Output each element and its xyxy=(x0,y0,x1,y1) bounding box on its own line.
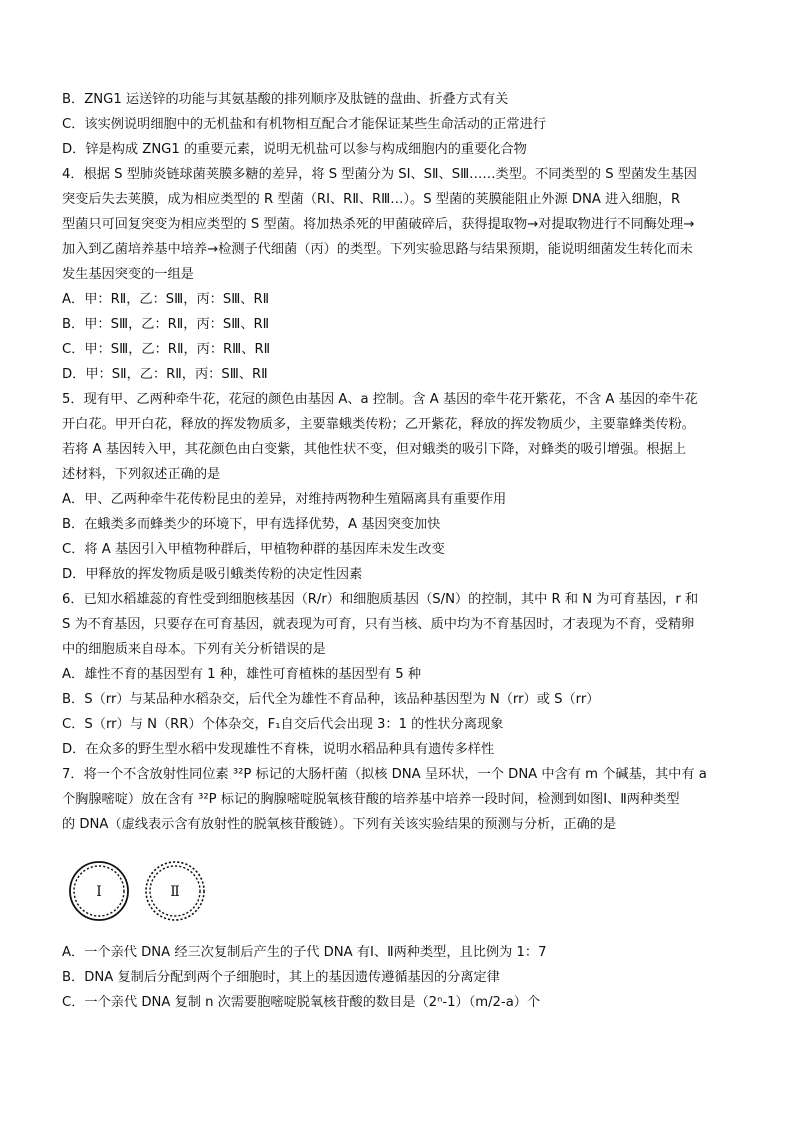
option-6d: D．在众多的野生型水稻中发现雄性不育株，说明水稻品种具有遗传多样性 xyxy=(62,742,495,757)
dna-figure xyxy=(68,858,218,932)
option-3c: C．该实例说明细胞中的无机盐和有机物相互配合才能保证某些生命活动的正常进行 xyxy=(62,117,546,132)
question-4-line-4: 加入到乙菌培养基中培养→检测子代细菌（丙）的类型。下列实验思路与结果预期，能说明细菌发生转化而未 xyxy=(62,242,693,257)
question-5-line-1: 5．现有甲、乙两种牵牛花，花冠的颜色由基因 A、a 控制。含 A 基因的牵牛花开紫花，不含 A 基因的牵牛花 xyxy=(62,392,698,407)
option-3b: B．ZNG1 运送锌的功能与其氨基酸的排列顺序及肽链的盘曲、折叠方式有关 xyxy=(62,92,509,107)
question-7-line-3: 的 DNA（虚线表示含有放射性的脱氧核苷酸链）。下列有关该实验结果的预测与分析，正确的是 xyxy=(62,817,617,832)
question-6-line-1: 6．已知水稻雄蕊的育性受到细胞核基因（R/r）和细胞质基因（S/N）的控制，其中 R 和 N 为可育基因，r 和 xyxy=(62,592,699,607)
option-4d: D．甲：SⅡ，乙：RⅡ，丙：SⅢ、RⅡ xyxy=(62,367,268,382)
option-6a: A．雄性不育的基因型有 1 种，雄性可育植株的基因型有 5 种 xyxy=(62,667,422,682)
option-5a: A．甲、乙两种牵牛花传粉昆虫的差异，对维持两物种生殖隔离具有重要作用 xyxy=(62,492,507,507)
dna-1-label: Ⅰ xyxy=(96,884,102,900)
question-6-line-3: 中的细胞质来自母本。下列有关分析错误的是 xyxy=(62,642,326,657)
question-4-line-3: 型菌只可回复突变为相应类型的 S 型菌。将加热杀死的甲菌破碎后，获得提取物→对提取物进行不同酶处理→ xyxy=(62,217,695,232)
dna-circles-diagram xyxy=(68,858,218,928)
question-6-line-2: S 为不育基因，只要存在可育基因，就表现为可育，只有当核、质中均为不育基因时，才表现为不育，受精卵 xyxy=(62,617,695,632)
dna-2-label: Ⅱ xyxy=(170,884,180,900)
question-5-line-3: 若将 A 基因转入甲，其花颜色由白变紫，其他性状不变，但对蛾类的吸引下降，对蜂类的吸引增强。根据上 xyxy=(62,442,687,457)
option-4a: A．甲：RⅡ，乙：SⅢ，丙：SⅢ、RⅡ xyxy=(62,292,270,307)
option-5c: C．将 A 基因引入甲植物种群后，甲植物种群的基因库未发生改变 xyxy=(62,542,445,557)
option-6c: C．S（rr）与 N（RR）个体杂交，F₁自交后代会出现 3：1 的性状分离现象 xyxy=(62,717,504,732)
option-5d: D．甲释放的挥发物质是吸引蛾类传粉的决定性因素 xyxy=(62,567,363,582)
option-4c: C．甲：SⅢ，乙：RⅡ，丙：RⅢ、RⅡ xyxy=(62,342,271,357)
question-5-line-2: 开白花。甲开白花，释放的挥发物质多，主要靠蛾类传粉；乙开紫花，释放的挥发物质少，主要靠蜂类传粉。 xyxy=(62,417,695,432)
question-4-line-2: 突变后失去荚膜，成为相应类型的 R 型菌（RⅠ、RⅡ、RⅢ…）。S 型菌的荚膜能阻止外源 DNA 进入细胞，R xyxy=(62,192,681,207)
option-3d: D．锌是构成 ZNG1 的重要元素，说明无机盐可以参与构成细胞内的重要化合物 xyxy=(62,142,527,157)
question-5-line-4: 述材料，下列叙述正确的是 xyxy=(62,467,221,482)
option-6b: B．S（rr）与某品种水稻杂交，后代全为雄性不育品种，该品种基因型为 N（rr）或 S（rr） xyxy=(62,692,600,707)
option-7a: A．一个亲代 DNA 经三次复制后产生的子代 DNA 有Ⅰ、Ⅱ两种类型，且比例为 1：7 xyxy=(62,945,547,960)
option-4b: B．甲：SⅢ，乙：RⅡ，丙：SⅢ、RⅡ xyxy=(62,317,270,332)
question-4-line-1: 4．根据 S 型肺炎链球菌荚膜多糖的差异，将 S 型菌分为 SⅠ、SⅡ、SⅢ……类型。不同类型的 S 型菌发生基因 xyxy=(62,167,697,182)
option-7b: B．DNA 复制后分配到两个子细胞时，其上的基因遗传遵循基因的分离定律 xyxy=(62,970,500,985)
question-7-line-1: 7．将一个不含放射性同位素 ³²P 标记的大肠杆菌（拟核 DNA 呈环状，一个 DNA 中含有 m 个碱基，其中有 a xyxy=(62,767,707,782)
question-7-line-2: 个胸腺嘧啶）放在含有 ³²P 标记的胸腺嘧啶脱氧核苷酸的培养基中培养一段时间，检测到如图Ⅰ、Ⅱ两种类型 xyxy=(62,792,680,807)
option-5b: B．在蛾类多而蜂类少的环境下，甲有选择优势，A 基因突变加快 xyxy=(62,517,441,532)
question-4-line-5: 发生基因突变的一组是 xyxy=(62,267,194,282)
option-7c: C．一个亲代 DNA 复制 n 次需要胞嘧啶脱氧核苷酸的数目是（2ⁿ-1）（m/2-a）个 xyxy=(62,995,541,1010)
